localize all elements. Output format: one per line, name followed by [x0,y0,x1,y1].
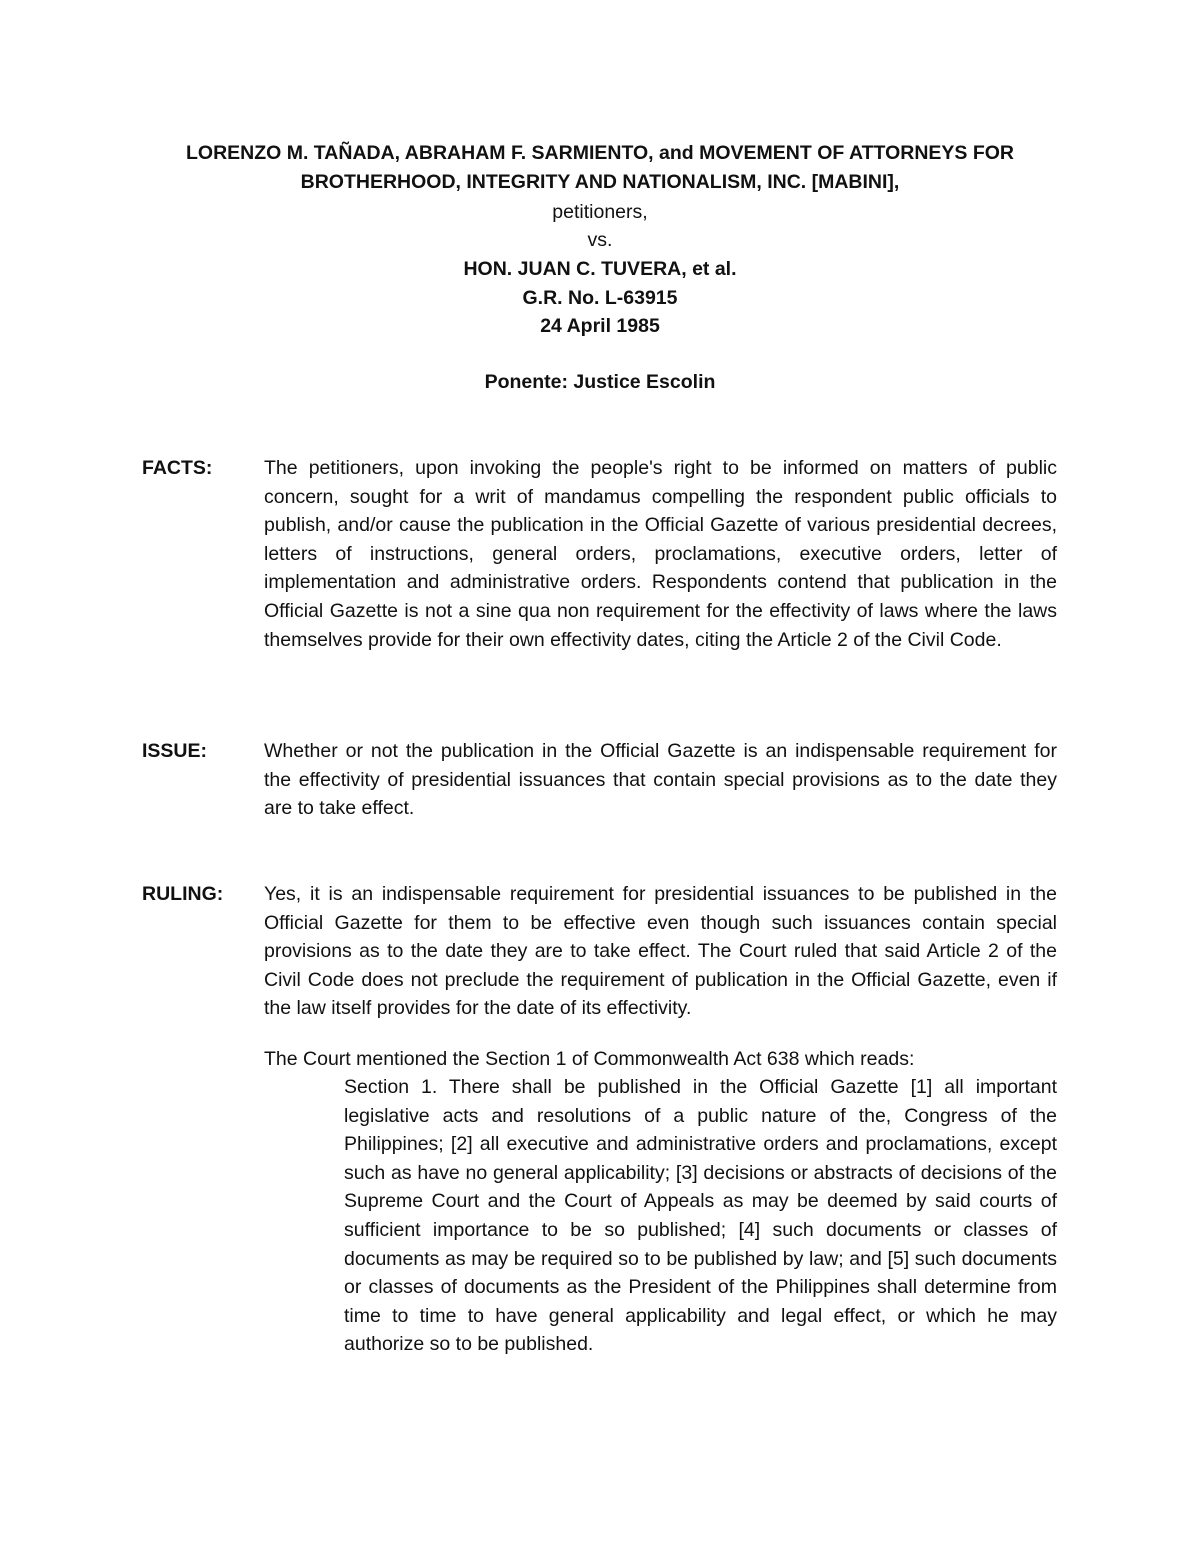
versus-label: vs. [587,229,613,251]
respondent-name: HON. JUAN C. TUVERA, et al. [463,258,737,280]
case-number: G.R. No. L-63915 [522,287,678,309]
case-parties-line-2: BROTHERHOOD, INTEGRITY AND NATIONALISM, INC. [MABINI], [300,171,900,193]
section-1-quote: Section 1. There shall be published in the Official Gazette [1] all important legislative acts and resolutions of a public nature of the, Congress of the Philippines; [2] all executive and administrative orders and proclamations, except such as have no general applicability; [3] decisions or abstracts of decisions of the Supreme Court and the Court of Appeals as may be deemed by said courts of sufficient importance to be so published; [4] such documents or classes of documents as may be required so to be published by law; and [5] such documents or classes of documents as the President of the Philippines shall determine from time to time to have general applicability and legal effect, or which he may authorize so to be published. [344,1076,1057,1356]
ruling-text: Yes, it is an indispensable requirement for presidential issuances to be published in the Official Gazette for them to be effective even though such issuances contain special provisions as to the date they are to take effect. The Court ruled that said Article 2 of the Civil Code does not preclude the requirement of publication in the Official Gazette, even if the law itself provides for the date of its effectivity. [264,883,1057,1020]
petitioners-label: petitioners, [552,201,648,223]
case-parties-line-1: LORENZO M. TAÑADA, ABRAHAM F. SARMIENTO, and MOVEMENT OF ATTORNEYS FOR [185,142,1015,164]
facts-label: FACTS: [142,457,213,479]
ruling-label: RULING: [142,883,224,905]
facts-text: The petitioners, upon invoking the people's right to be informed on matters of public concern, sought for a writ of mandamus compelling the respondent public officials to publish, and/or cause the publication in the Official Gazette of various presidential decrees, letters of instructions, general orders, proclamations, executive orders, letter of implementation and administrative orders. Respondents contend that publication in the Official Gazette is not a sine qua non requirement for the effectivity of laws where the laws themselves provide for their own effectivity dates, citing the Article 2 of the Civil Code. [264,457,1057,651]
issue-label: ISSUE: [142,740,208,762]
issue-text: Whether or not the publication in the Official Gazette is an indispensable requirement for the effectivity of presidential issuances that contain special provisions as to the date they are to take effect. [264,740,1057,820]
ruling-intro: The Court mentioned the Section 1 of Commonwealth Act 638 which reads: [264,1048,915,1070]
ponente: Ponente: Justice Escolin [484,371,716,393]
decision-date: 24 April 1985 [540,315,660,337]
